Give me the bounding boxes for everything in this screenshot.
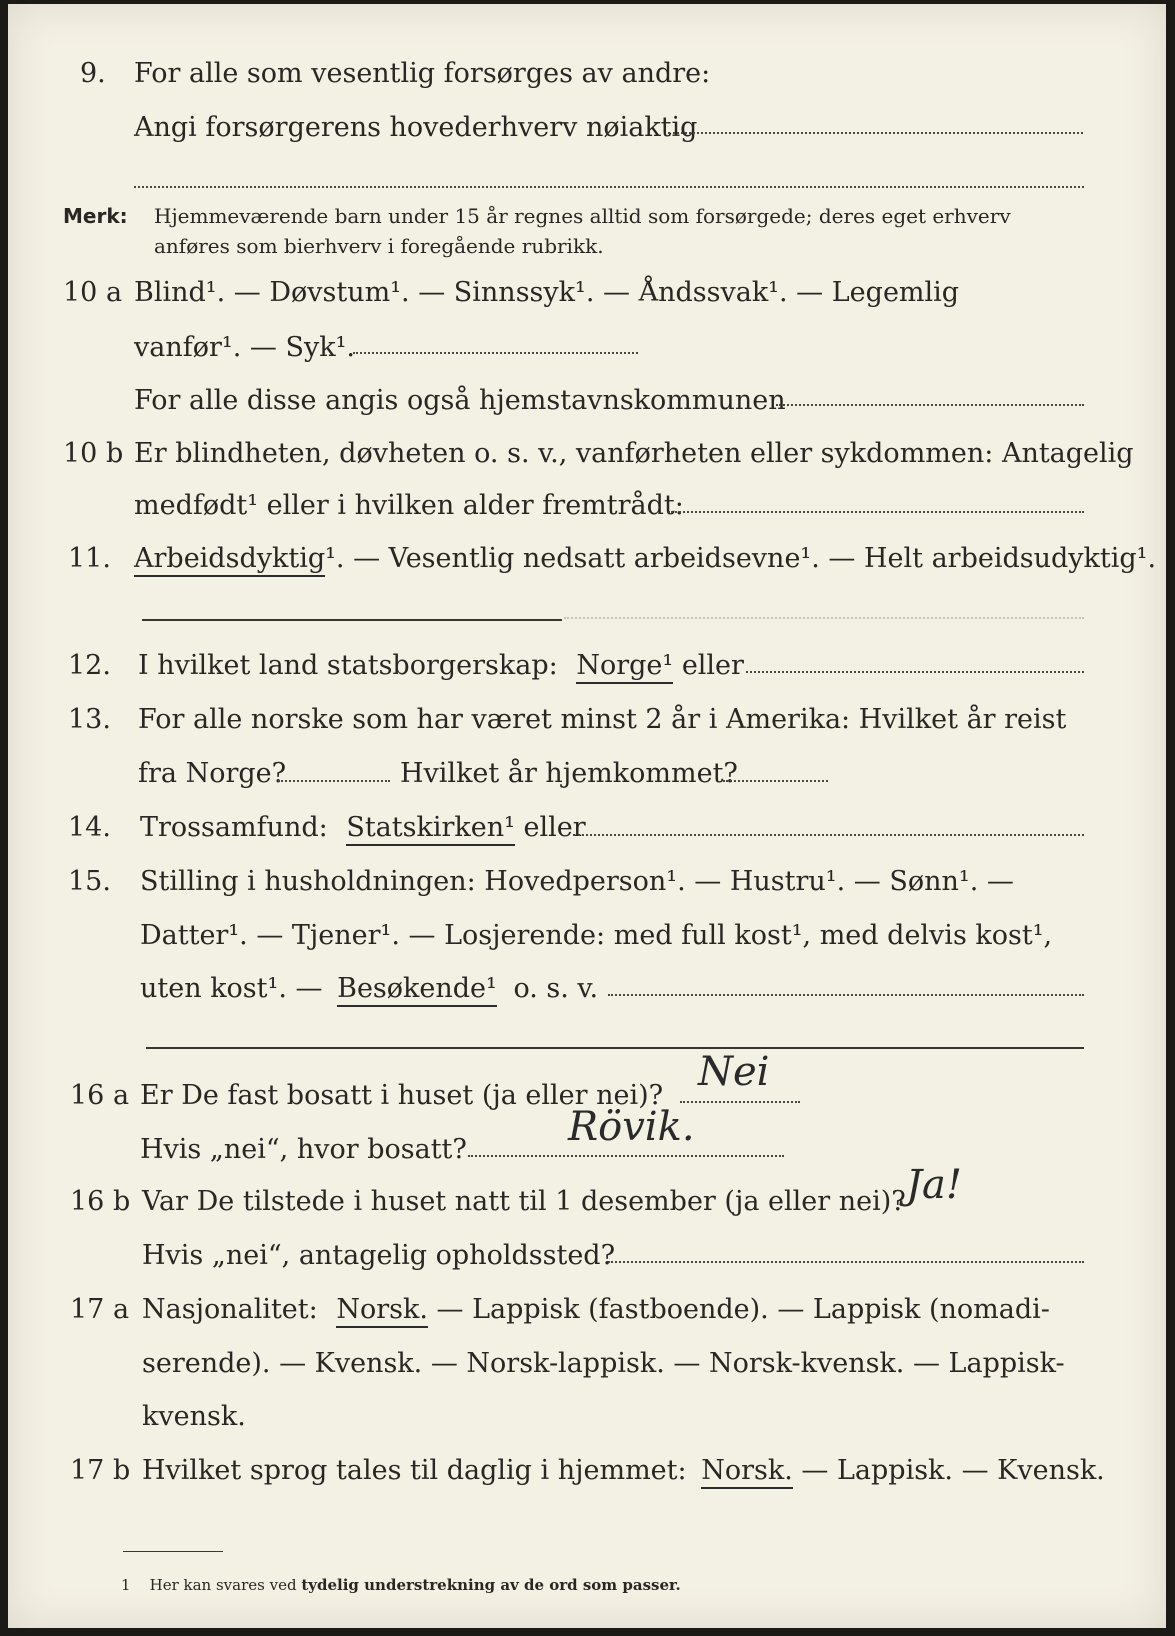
- q17b-line: [142, 1449, 1105, 1493]
- q14-post: eller: [523, 812, 586, 843]
- merk-line1: Hjemmeværende barn under 15 år regnes alltid som forsørgede; deres eget erhverv: [154, 204, 1011, 228]
- q17a-line3: kvensk.: [142, 1401, 246, 1432]
- q9-line1: For alle som vesentlig forsørges av andre:: [134, 58, 711, 89]
- q15-line2: Datter¹. — Tjener¹. — Losjerende: med full kost¹, med delvis kost¹,: [140, 920, 1053, 951]
- q17b-pre: Hvilket sprog tales til daglig i hjemmet:: [142, 1455, 687, 1486]
- q10b-answer-field[interactable]: [668, 511, 1084, 513]
- q17a-line1a: Nasjonalitet:: [142, 1294, 318, 1325]
- footnote-rule: [123, 1551, 223, 1552]
- footnote-mark: 1: [121, 1576, 131, 1594]
- q14-number: 14.: [68, 812, 111, 843]
- q9-answer-field[interactable]: [668, 132, 1083, 134]
- q16a-line1: Er De fast bosatt i huset (ja eller nei)?: [140, 1080, 664, 1111]
- q9-answer-field-2[interactable]: [134, 186, 1084, 188]
- q17a-number: 17 a: [70, 1294, 130, 1325]
- q17b-underlined-answer: Norsk.: [701, 1455, 793, 1489]
- q15-line3: [140, 967, 598, 1011]
- q10b-line1: Er blindheten, døvheten o. s. v., vanførheten eller sykdommen: Antagelig: [134, 438, 1134, 469]
- q13-hjemkommet-field[interactable]: [723, 780, 828, 782]
- q17a-line1b: — Lappisk (fastboende). — Lappisk (nomadi-: [436, 1294, 1050, 1325]
- q16a-answer2-field[interactable]: [468, 1155, 784, 1157]
- footnote-text1: Her kan svares ved: [149, 1576, 297, 1594]
- q14-answer-field[interactable]: [573, 834, 1084, 836]
- q15-separator: [146, 1047, 1084, 1049]
- q17b-number: 17 b: [70, 1455, 131, 1486]
- q10a-kommune-field[interactable]: [776, 404, 1084, 406]
- q17a-underlined-answer: Norsk.: [336, 1294, 428, 1328]
- q11-number: 11.: [68, 543, 111, 574]
- q15-line3b: o. s. v.: [513, 973, 599, 1004]
- q17b-post: — Lappisk. — Kvensk.: [801, 1455, 1105, 1486]
- q14-underlined-answer: Statskirken¹: [346, 812, 515, 846]
- q10a-line2: vanfør¹. — Syk¹.: [134, 332, 355, 363]
- q12-underlined-answer: Norge¹: [576, 650, 673, 684]
- q15-line1: Stilling i husholdningen: Hovedperson¹. — Hustru¹. — Sønn¹. —: [140, 866, 1014, 897]
- footnote: [121, 1576, 681, 1594]
- q10a-line3: For alle disse angis også hjemstavnskommunen: [134, 385, 786, 416]
- q13-line1: For alle norske som har været minst 2 år i Amerika: Hvilket år reist: [138, 704, 1067, 735]
- q13-line2a: fra Norge?: [138, 758, 287, 789]
- q9-number: 9.: [80, 58, 106, 89]
- q16a-handwritten-answer1: Nei: [698, 1049, 770, 1095]
- q10b-line2: medfødt¹ eller i hvilken alder fremtrådt:: [134, 490, 684, 521]
- census-form-page: [8, 4, 1166, 1628]
- q12-number: 12.: [68, 650, 111, 681]
- q16a-number: 16 a: [70, 1080, 130, 1111]
- q10a-line1: Blind¹. — Døvstum¹. — Sinnssyk¹. — Åndssvak¹. — Legemlig: [134, 277, 960, 308]
- q17a-line1: [142, 1288, 1050, 1332]
- q11-answer-field[interactable]: [564, 617, 1084, 619]
- q11-underlined-answer: Arbeidsdyktig: [134, 543, 325, 577]
- q13-line2b: Hvilket år hjemkommet?: [400, 758, 738, 789]
- q17a-line2: serende). — Kvensk. — Norsk-lappisk. — Norsk-kvensk. — Lappisk-: [142, 1348, 1065, 1379]
- q16b-line1: Var De tilstede i huset natt til 1 desember (ja eller nei)?: [142, 1186, 906, 1217]
- q16b-line2: Hvis „nei“, antagelig opholdssted?: [142, 1240, 616, 1271]
- q11-answer-line: [142, 619, 562, 621]
- q10b-number: 10 b: [63, 438, 124, 469]
- q16b-number: 16 b: [70, 1186, 131, 1217]
- q16a-answer1-field[interactable]: [680, 1101, 800, 1103]
- merk-label: Merk:: [63, 204, 128, 228]
- q12-answer-field[interactable]: [746, 671, 1084, 673]
- footnote-text2: tydelig understrekning av de ord som passer.: [301, 1576, 681, 1594]
- q12-post: eller: [681, 650, 744, 681]
- q14-pre: Trossamfund:: [140, 812, 328, 843]
- q16b-handwritten-answer1: Ja!: [906, 1162, 962, 1208]
- q12-pre: I hvilket land statsborgerskap:: [138, 650, 558, 681]
- q9-line2: Angi forsørgerens hovederhverv nøiaktig: [134, 112, 698, 143]
- q15-line3a: uten kost¹. —: [140, 973, 323, 1004]
- q13-number: 13.: [68, 704, 111, 735]
- merk-line2: anføres som bierhverv i foregående rubrikk.: [154, 234, 604, 258]
- q13-reist-field[interactable]: [278, 780, 390, 782]
- q15-answer-field[interactable]: [608, 994, 1084, 996]
- q15-underlined-answer: Besøkende¹: [337, 973, 497, 1007]
- q12-line: [138, 644, 744, 688]
- q10a-number: 10 a: [63, 277, 123, 308]
- q15-number: 15.: [68, 866, 111, 897]
- q16b-answer2-field[interactable]: [608, 1261, 1084, 1263]
- q14-line: [140, 806, 586, 850]
- q10a-syk-field[interactable]: [353, 352, 638, 354]
- q11-line: [134, 537, 1156, 581]
- q16a-line2: Hvis „nei“, hvor bosatt?: [140, 1134, 467, 1165]
- q11-rest: ¹. — Vesentlig nedsatt arbeidsevne¹. — Helt arbeidsudyktig¹.: [325, 543, 1157, 574]
- q16a-handwritten-answer2: Rövik.: [568, 1104, 695, 1150]
